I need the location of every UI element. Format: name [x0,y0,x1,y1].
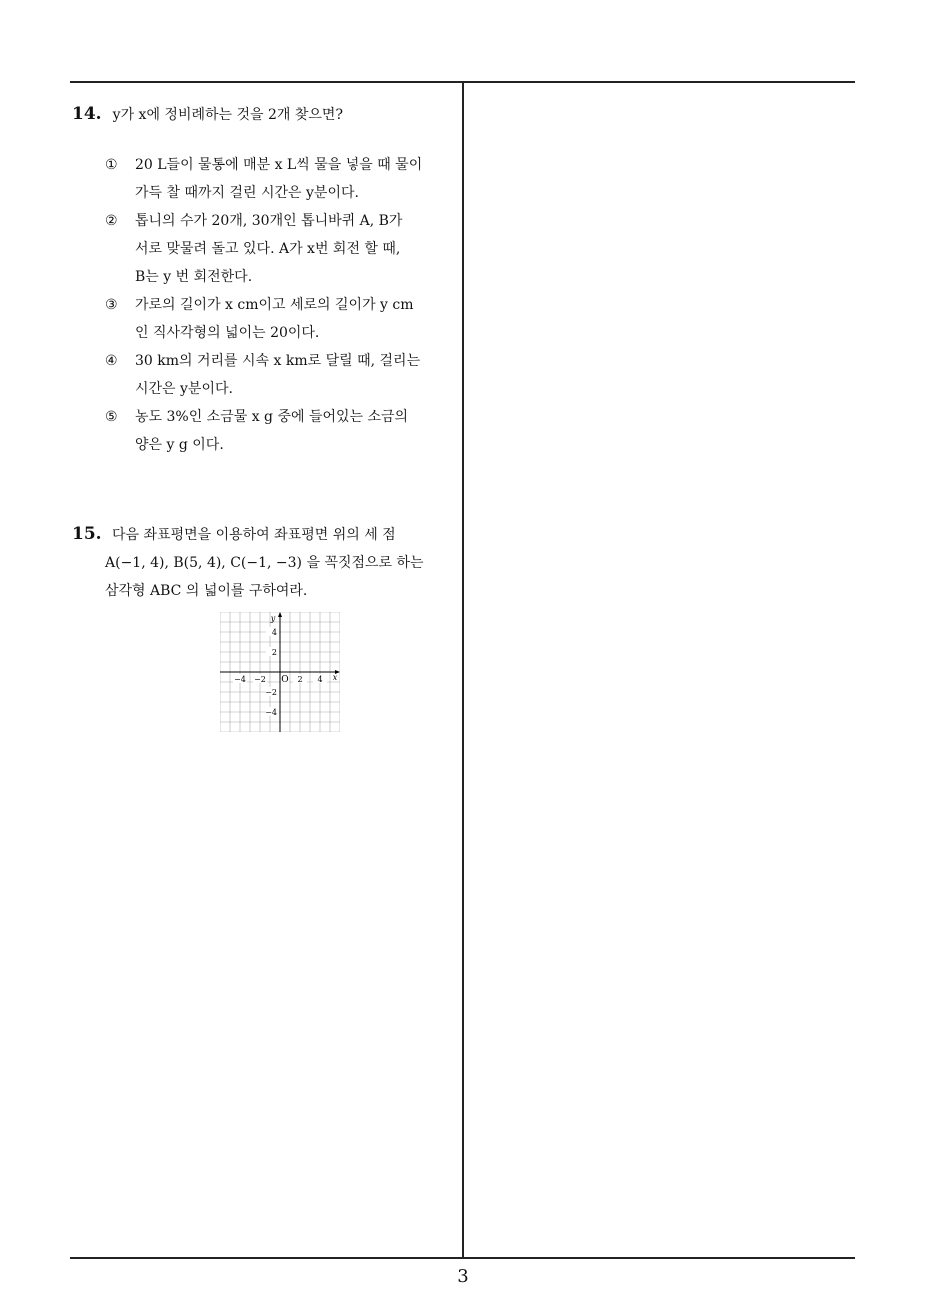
grid-labels [233,614,338,717]
choice-5[interactable] [105,403,450,459]
choice-list [105,151,450,459]
choice-4[interactable] [105,347,450,403]
y-tick-label: −2 [265,688,277,697]
choice-line: 가득 찰 때까지 걸린 시간은 y분이다. [135,185,359,201]
origin-label: O [281,675,289,685]
question-line-1 [72,520,457,549]
choice-3[interactable] [105,291,450,347]
question-14 [72,104,452,124]
y-tick-label: 4 [271,628,277,637]
y-tick-label: 2 [271,648,277,657]
question-text: 다음 좌표평면을 이용하여 좌표평면 위의 세 점 [112,527,396,543]
question-line-2: A(−1, 4), B(5, 4), C(−1, −3) 을 꼭짓점으로 하는 [105,555,424,571]
choice-mark: ① [105,157,118,173]
y-tick-label: −4 [265,708,277,717]
choice-mark: ② [105,213,118,229]
x-axis-label: x [332,673,338,682]
choice-line: 30 km의 거리를 시속 x km로 달릴 때, 걸리는 [135,353,421,369]
choice-1[interactable] [105,151,450,207]
y-axis-arrow [278,612,282,617]
page-number: 3 [457,1266,469,1287]
choice-line: 가로의 길이가 x cm이고 세로의 길이가 y cm [135,297,414,313]
choice-line: 20 L들이 물통에 매분 x L씩 물을 넣을 때 물이 [135,157,423,173]
choice-line: 인 직사각형의 넓이는 20이다. [135,325,320,341]
question-line-3: 삼각형 ABC 의 넓이를 구하여라. [105,583,308,599]
question-text: y가 x에 정비례하는 것을 2개 찾으면? [112,107,343,123]
choice-line: B는 y 번 회전한다. [135,269,253,285]
column-divider [462,82,464,1258]
question-number: 15. [72,524,102,544]
choice-mark: ④ [105,353,118,369]
choice-2[interactable] [105,207,450,291]
choice-mark: ③ [105,297,118,313]
choice-line: 톱니의 수가 20개, 30개인 톱니바퀴 A, B가 [135,213,403,229]
coordinate-grid-svg [220,612,340,732]
y-axis-label: y [270,614,276,623]
choice-mark: ⑤ [105,409,118,425]
x-tick-label: 2 [297,675,303,684]
x-tick-label: −2 [254,675,266,684]
choice-line: 농도 3%인 소금물 x g 중에 들어있는 소금의 [135,409,409,425]
x-tick-label: 4 [317,675,323,684]
question-number: 14. [72,104,102,124]
choice-line: 서로 맞물려 돌고 있다. A가 x번 회전 할 때, [135,241,401,257]
question-15 [72,520,457,605]
coordinate-grid [220,612,340,732]
bottom-rule [70,1257,855,1259]
choice-line: 시간은 y분이다. [135,381,233,397]
choice-line: 양은 y g 이다. [135,437,224,453]
x-tick-label: −4 [234,675,246,684]
